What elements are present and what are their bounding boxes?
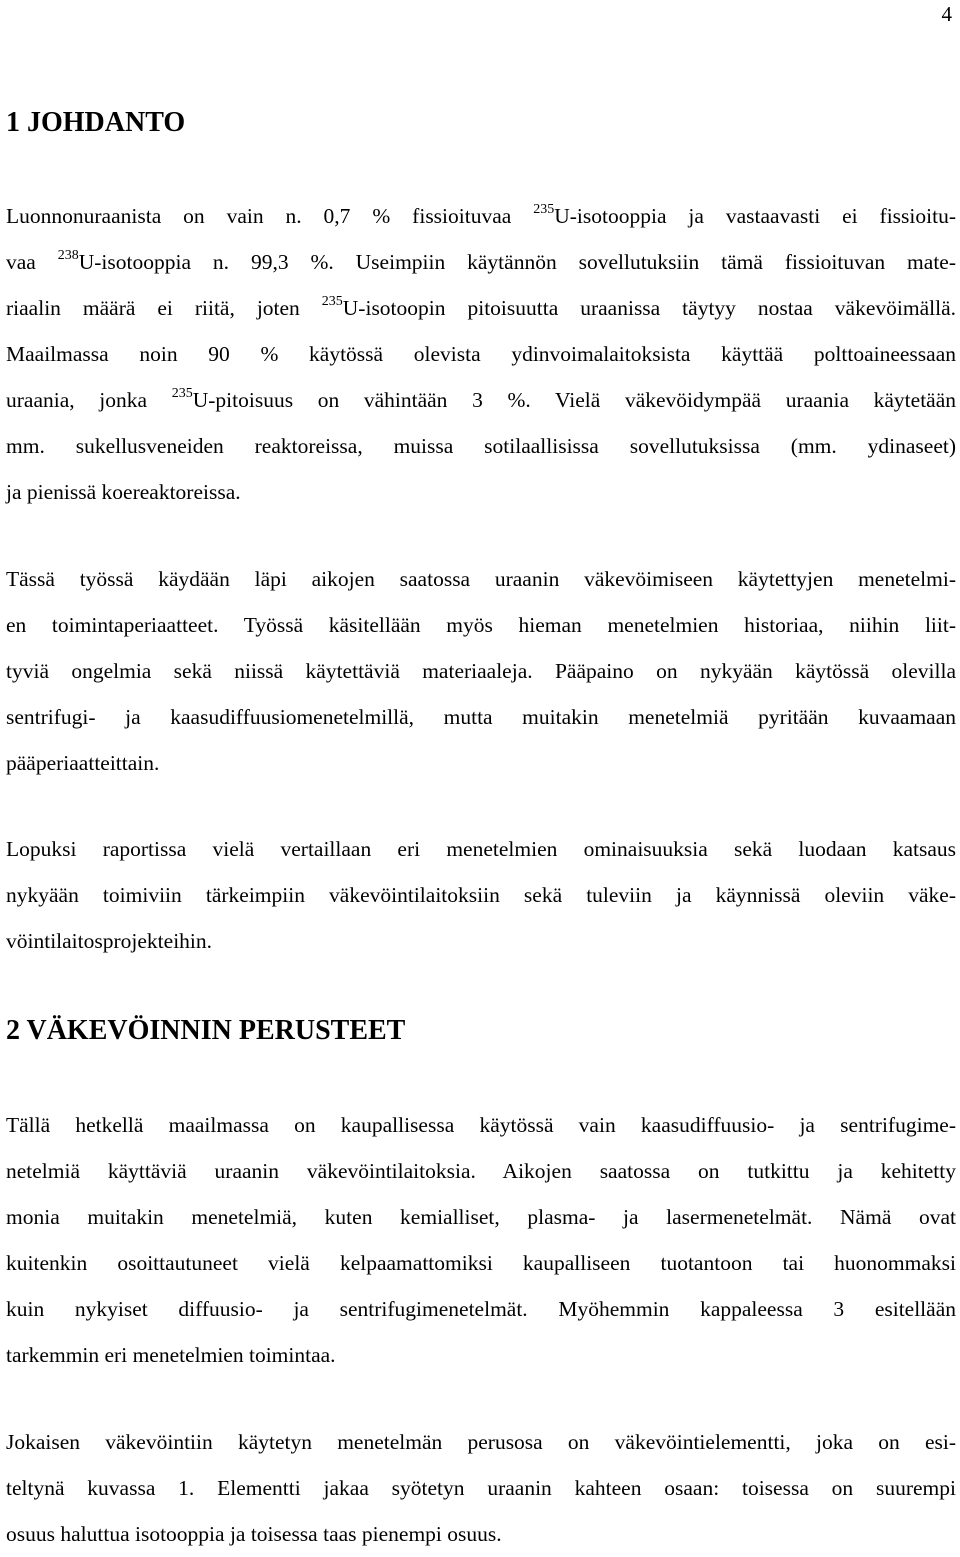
section-1-paragraph-3 [6, 826, 956, 964]
section-1-heading: 1 JOHDANTO [6, 107, 186, 138]
text-segment: U-pitoisuus on vähintään 3 %. Vielä väkevöidympää uraania käytetään [192, 388, 957, 412]
text-line: tyviä ongelmia sekä niissä käytettäviä materiaaleja. Pääpaino on nykyään käytössä olevilla [6, 659, 956, 683]
isotope-superscript: 238 [57, 248, 79, 263]
text-line: sentrifugi- ja kaasudiffuusiomenetelmillä, mutta muitakin menetelmiä pyritään kuvaamaan [6, 705, 956, 729]
text-line: kuitenkin osoittautuneet vielä kelpaamattomiksi kaupalliseen tuotantoon tai huonommaksi [6, 1251, 956, 1275]
isotope-superscript: 235 [171, 386, 193, 401]
text-segment: riaalin määrä ei riitä, joten [6, 296, 322, 320]
text-line: Jokaisen väkevöintiin käytetyn menetelmän perusosa on väkevöintielementti, joka on esi- [6, 1430, 956, 1454]
text-segment: Luonnonuraanista on vain n. 0,7 % fissioituvaa [6, 204, 534, 228]
text-segment: uraania, jonka [6, 388, 172, 412]
text-line [6, 239, 956, 285]
section-1-paragraph-1 [6, 193, 956, 515]
text-line: kuin nykyiset diffuusio- ja sentrifugimenetelmät. Myöhemmin kappaleessa 3 esitellään [6, 1297, 956, 1321]
text-line [6, 377, 956, 423]
section-2-paragraph-1 [6, 1102, 956, 1378]
text-line: Maailmassa noin 90 % käytössä olevista ydinvoimalaitoksista käyttää polttoaineessaan [6, 342, 956, 366]
text-line: teltynä kuvassa 1. Elementti jakaa syötetyn uraanin kahteen osaan: toisessa on suurempi [6, 1476, 956, 1500]
isotope-superscript: 235 [321, 294, 343, 309]
text-line: tarkemmin eri menetelmien toimintaa. [6, 1343, 336, 1367]
text-segment: U-isotoopin pitoisuutta uraanissa täytyy nostaa väkevöimällä. [342, 296, 956, 320]
text-line: nykyään toimiviin tärkeimpiin väkevöintilaitoksiin sekä tuleviin ja käynnissä oleviin väke- [6, 883, 956, 907]
isotope-superscript: 235 [533, 202, 555, 217]
text-line: Lopuksi raportissa vielä vertaillaan eri menetelmien ominaisuuksia sekä luodaan katsaus [6, 837, 956, 861]
section-2-heading: 2 VÄKEVÖINNIN PERUSTEET [6, 1015, 406, 1046]
text-line: vöintilaitosprojekteihin. [6, 929, 213, 953]
text-line [6, 285, 956, 331]
text-line: en toimintaperiaatteet. Työssä käsitellään myös hieman menetelmien historiaa, niihin liit- [6, 613, 956, 637]
text-segment: U-isotooppia n. 99,3 %. Useimpiin käytännön sovellutuksiin tämä fissioituvan mate- [78, 250, 957, 274]
section-2-paragraph-2 [6, 1419, 956, 1557]
text-line: osuus haluttua isotooppia ja toisessa taas pienempi osuus. [6, 1522, 502, 1546]
text-line: Tässä työssä käydään läpi aikojen saatossa uraanin väkevöimiseen käytettyjen menetelmi- [6, 567, 956, 591]
text-segment: U-isotooppia ja vastaavasti ei fissioitu- [554, 204, 956, 228]
section-1-paragraph-2 [6, 556, 956, 786]
page-number: 4 [941, 2, 952, 26]
text-line: mm. sukellusveneiden reaktoreissa, muissa sotilaallisissa sovellutuksissa (mm. ydinaseet) [6, 434, 956, 458]
text-line: netelmiä käyttäviä uraanin väkevöintilaitoksia. Aikojen saatossa on tutkittu ja kehitetty [6, 1159, 956, 1183]
text-line: Tällä hetkellä maailmassa on kaupallisessa käytössä vain kaasudiffuusio- ja sentrifugime- [6, 1113, 956, 1137]
text-line: monia muitakin menetelmiä, kuten kemialliset, plasma- ja lasermenetelmät. Nämä ovat [6, 1205, 956, 1229]
text-line: pääperiaatteittain. [6, 751, 160, 775]
text-line [6, 193, 956, 239]
text-line: ja pienissä koereaktoreissa. [6, 480, 241, 504]
text-segment: vaa [6, 250, 58, 274]
